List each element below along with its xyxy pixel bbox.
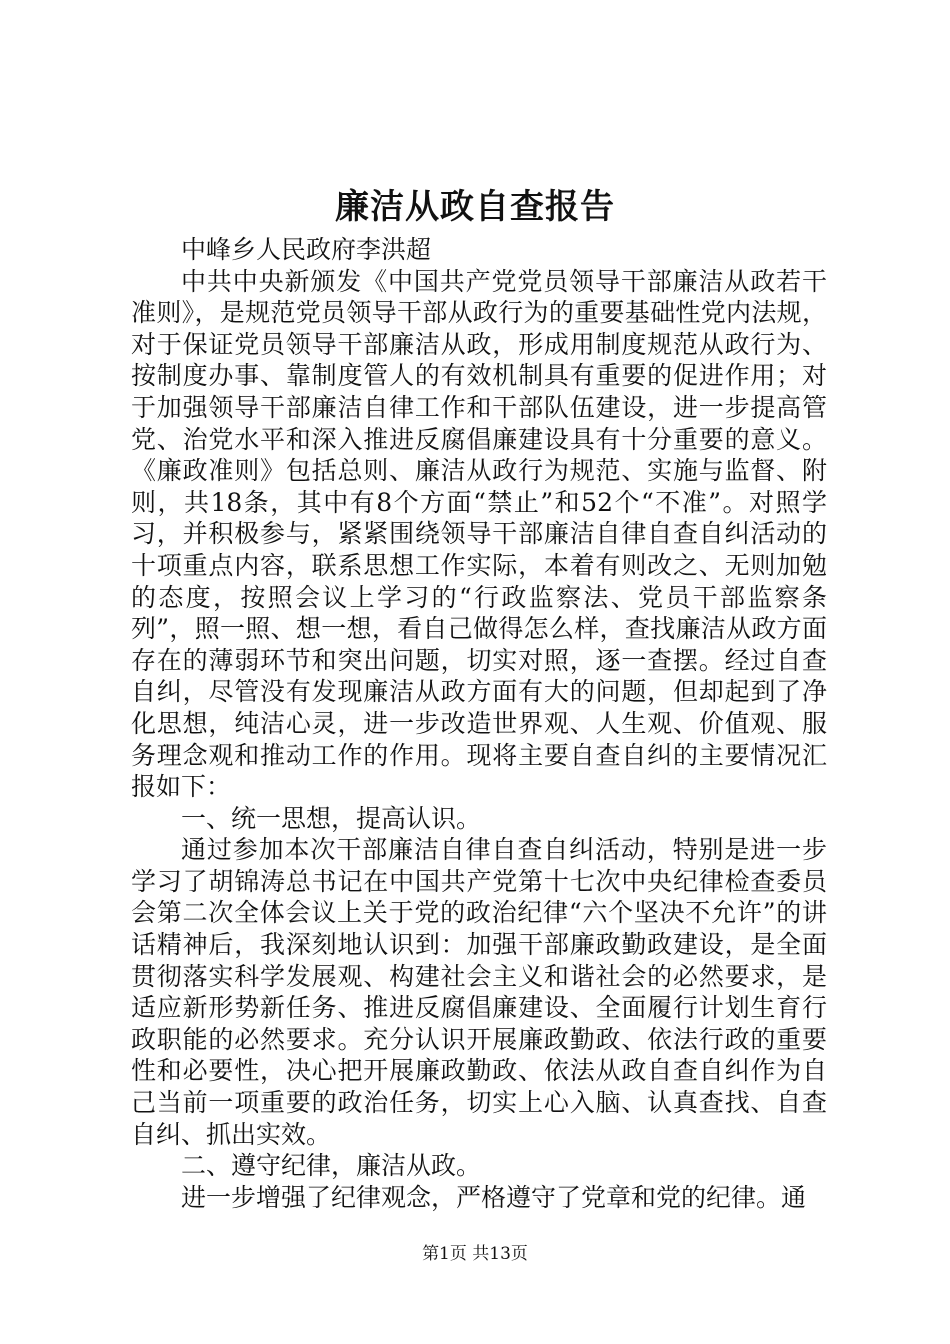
section-heading-1: 一、统一思想，提高认识。 (181, 803, 482, 833)
section-heading-2: 二、遵守纪律，廉洁从政。 (181, 1151, 482, 1181)
author-line: 中峰乡人民政府李洪超 (181, 235, 432, 264)
document-body (131, 234, 827, 1213)
page-number-footer: 第1页 共13页 (422, 1244, 528, 1264)
paragraph-section-2: 进一步增强了纪律观念，严格遵守了党章和党的纪律。通 (181, 1182, 807, 1212)
paragraph-intro: 中共中央新颁发《中国共产党党员领导干部廉洁从政若干准则》，是规范党员领导干部从政行为的重要基础性党内法规，对于保证党员领导干部廉洁从政，形成用制度规范从政行为、按制度办事、靠制度管人的有效机制具有重要的促进作用；对于加强领导干部廉洁自律工作和干部队伍建设，进一步提高管党、治党水平和深入推进反腐倡廉建设具有十分重要的意义。《廉政准则》包括总则、廉洁从政行为规范、实施与监督、附则，共18条，其中有8个方面“禁止”和52个“不准”。对照学习，并积极参与，紧紧围绕领导干部廉洁自律自查自纠活动的十项重点内容，联系思想工作实际，本着有则改之、无则加勉的态度，按照会议上学习的“行政监察法、党员干部监察条列”，照一照、想一想，看自己做得怎么样，查找廉洁从政方面存在的薄弱环节和突出问题，切实对照，逐一查摆。经过自查自纠，尽管没有发现廉洁从政方面有大的问题，但却起到了净化思想，纯洁心灵，进一步改造世界观、人生观、价值观、服务理念观和推动工作的作用。现将主要自查自纠的主要情况汇报如下： (131, 266, 827, 802)
document-title: 廉洁从政自查报告 (335, 187, 615, 227)
paragraph-section-1: 通过参加本次干部廉洁自律自查自纠活动，特别是进一步学习了胡锦涛总书记在中国共产党第十七次中央纪律检查委员会第二次全体会议上关于党的政治纪律“六个坚决不允许”的讲话精神后，我深刻地认识到：加强干部廉政勤政建设，是全面贯彻落实科学发展观、构建社会主义和谐社会的必然要求，是适应新形势新任务、推进反腐倡廉建设、全面履行计划生育行政职能的必然要求。充分认识开展廉政勤政、依法行政的重要性和必要性，决心把开展廉政勤政、依法从政自查自纠作为自己当前一项重要的政治任务，切实上心入脑、认真查找、自查自纠、抓出实效。 (131, 835, 827, 1149)
